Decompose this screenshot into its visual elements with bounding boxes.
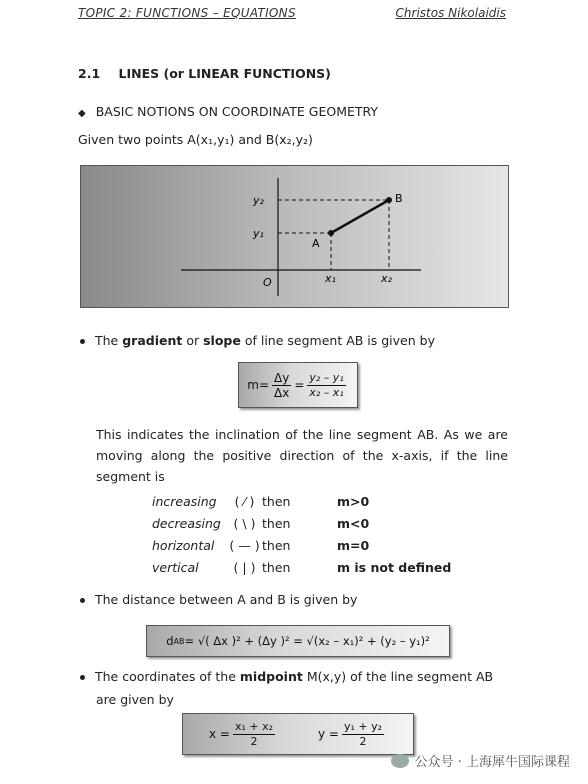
header-topic: TOPIC 2: FUNCTIONS – EQUATIONS — [78, 6, 296, 20]
case-label: vertical — [152, 559, 199, 575]
case-result: m=0 — [337, 537, 370, 553]
midpoint-text-line2: are given by — [96, 692, 174, 707]
case-symbol: ( \ ) — [233, 515, 256, 531]
midpoint-formula-box — [182, 713, 414, 755]
distance-text: The distance between A and B is given by — [95, 592, 358, 607]
x2-label: x₂ — [381, 272, 392, 285]
point-a-label: A — [312, 237, 320, 250]
distance-subscript: AB — [173, 636, 185, 646]
coordinate-figure — [80, 165, 509, 308]
slope-word: slope — [203, 333, 241, 348]
case-then: then — [262, 515, 291, 531]
bullet-dot-icon — [80, 339, 85, 344]
case-row — [152, 534, 451, 556]
bullet-dot-icon — [80, 675, 85, 680]
case-result: m<0 — [337, 515, 370, 531]
distance-d: d — [166, 634, 174, 648]
midpoint-y-den: 2 — [359, 734, 367, 748]
case-row — [152, 556, 451, 578]
section-heading — [78, 66, 331, 81]
fraction-numerator: y₂ – y₁ — [309, 370, 344, 384]
subsection-title: BASIC NOTIONS ON COORDINATE GEOMETRY — [95, 104, 379, 119]
formula-m: m= — [247, 378, 270, 392]
midpoint-text-pre: The coordinates of the — [95, 669, 240, 684]
case-symbol: ( | ) — [233, 559, 256, 575]
case-result: m is not defined — [337, 559, 452, 575]
y1-label: y₁ — [253, 227, 264, 240]
origin-label: O — [263, 276, 272, 289]
delta-x: Δx — [274, 385, 290, 400]
distance-bullet — [80, 589, 357, 611]
gradient-text-post: of line segment AB is given by — [240, 333, 435, 348]
case-label: increasing — [152, 493, 217, 509]
point-b — [386, 197, 392, 203]
fraction-denominator: x₂ – x₁ — [309, 385, 344, 399]
midpoint-y-fraction — [342, 720, 384, 749]
case-row — [152, 512, 451, 534]
midpoint-y-num: y₁ + y₂ — [343, 719, 383, 733]
y2-label: y₂ — [253, 194, 264, 207]
midpoint-x-eq: x = — [208, 727, 230, 741]
bullet-dot-icon — [80, 598, 85, 603]
delta-fraction — [272, 371, 291, 400]
watermark — [391, 751, 570, 770]
gradient-text-mid: or — [182, 333, 204, 348]
delta-y: Δy — [274, 370, 290, 385]
distance-expression: = √( Δx )² + (Δy )² = √(x₂ – x₁)² + (y₂ – y₁)² — [184, 634, 430, 648]
segment-ab — [331, 200, 389, 233]
x1-label: x₁ — [325, 272, 336, 285]
section-title: LINES (or LINEAR FUNCTIONS) — [118, 66, 331, 81]
gradient-formula-box — [238, 362, 358, 408]
midpoint-x-fraction — [233, 720, 275, 749]
distance-formula-box — [146, 625, 450, 657]
diamond-bullet-icon: ◆ — [78, 108, 86, 119]
wechat-logo-icon — [391, 754, 409, 768]
case-row — [152, 490, 451, 512]
case-then: then — [262, 537, 291, 553]
midpoint-bullet — [80, 666, 508, 688]
case-symbol: ( — ) — [229, 537, 260, 553]
section-number: 2.1 — [78, 66, 101, 81]
case-label: decreasing — [152, 515, 221, 531]
subsection-heading — [78, 104, 378, 119]
case-label: horizontal — [152, 537, 215, 553]
coordinate-diagram — [81, 166, 508, 307]
midpoint-y-eq: y = — [318, 727, 339, 741]
midpoint-word: midpoint — [239, 669, 303, 684]
gradient-word: gradient — [122, 333, 183, 348]
midpoint-x-den: 2 — [250, 734, 258, 748]
gradient-bullet — [80, 330, 435, 352]
gradient-text-pre: The — [95, 333, 123, 348]
header-author: Christos Nikolaidis — [395, 6, 506, 20]
point-b-label: B — [395, 192, 403, 205]
case-result: m>0 — [337, 493, 370, 509]
case-then: then — [262, 559, 291, 575]
midpoint-x-num: x₁ + x₂ — [234, 719, 273, 733]
watermark-text: 公众号 · 上海犀牛国际课程 — [414, 755, 570, 770]
slope-cases-table — [152, 490, 451, 578]
case-then: then — [262, 493, 291, 509]
coordinate-fraction — [307, 371, 345, 400]
formula-equals: = — [294, 378, 305, 392]
midpoint-text-post: M(x,y) of the line segment AB — [302, 669, 494, 684]
given-points-text: Given two points A(x₁,y₁) and B(x₂,y₂) — [78, 132, 313, 147]
inclination-paragraph: This indicates the inclination of the line segment AB. As we are moving along the positive direction of the x-axis, if the line segment is — [96, 427, 508, 484]
point-a — [328, 230, 334, 236]
case-symbol: ( ⁄ ) — [234, 493, 255, 509]
